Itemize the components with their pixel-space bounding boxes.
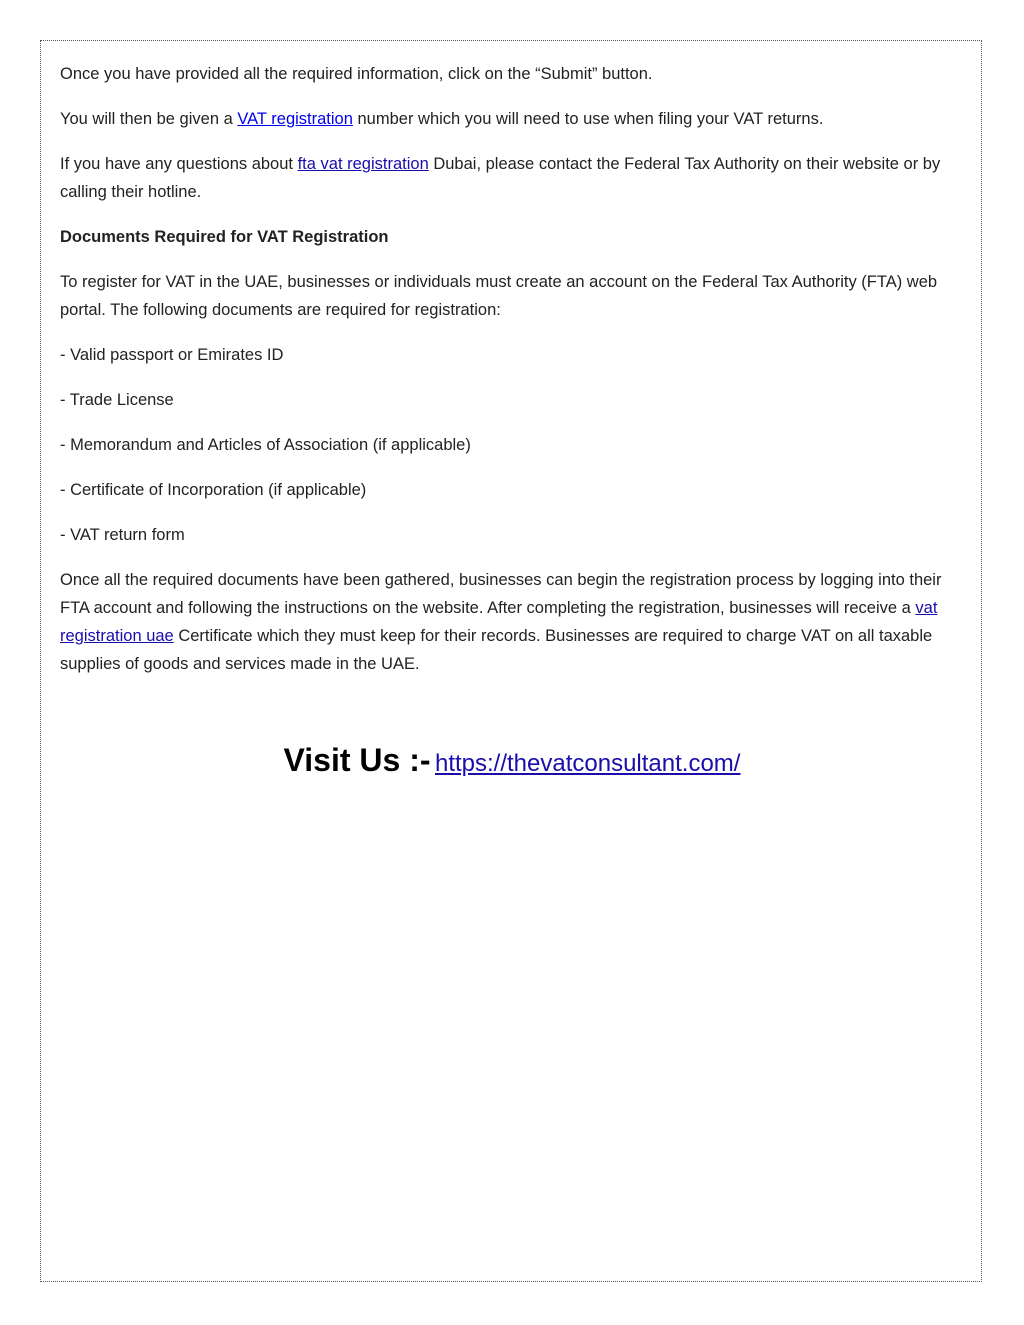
section-heading: Documents Required for VAT Registration [60,228,389,246]
paragraph-process [60,566,966,678]
paragraph-text: Dubai, please contact the Federal Tax Authority on their website or by calling their hotline. [60,155,941,201]
vat-registration-link[interactable]: VAT registration [237,110,353,128]
paragraph-text: Once all the required documents have been gathered, businesses can begin the registration process by logging into their FTA account and following the instructions on the website. After completing the registration, businesses will receive a [60,571,942,617]
list-item: - VAT return form [60,526,185,544]
website-link[interactable]: https://thevatconsultant.com/ [434,750,741,777]
paragraph-text: You will then be given a [60,110,238,128]
paragraph-text: Certificate which they must keep for their records. Businesses are required to charge VAT on all taxable supplies of goods and services made in the UAE. [60,627,933,673]
vat-registration-uae-link[interactable]: vat registration uae [60,599,938,645]
list-item: - Certificate of Incorporation (if applicable) [60,481,367,499]
paragraph-text: number which you will need to use when filing your VAT returns. [352,110,824,128]
list-item: - Trade License [60,391,174,409]
paragraph-submit: Once you have provided all the required information, click on the “Submit” button. [60,65,653,83]
paragraph-questions [60,150,966,206]
paragraph-registration-number [60,105,966,133]
list-item: - Memorandum and Articles of Association (if applicable) [60,436,471,454]
paragraph-register-intro: To register for VAT in the UAE, businesses or individuals must create an account on the Federal Tax Authority (FTA) web portal. The following documents are required for registration: [60,273,938,319]
visit-us-line [0,742,1024,779]
document-body [60,60,966,695]
fta-vat-registration-link[interactable]: fta vat registration [297,155,429,173]
visit-us-label: Visit Us :- [283,742,431,778]
paragraph-text: If you have any questions about [60,155,298,173]
list-item: - Valid passport or Emirates ID [60,346,284,364]
